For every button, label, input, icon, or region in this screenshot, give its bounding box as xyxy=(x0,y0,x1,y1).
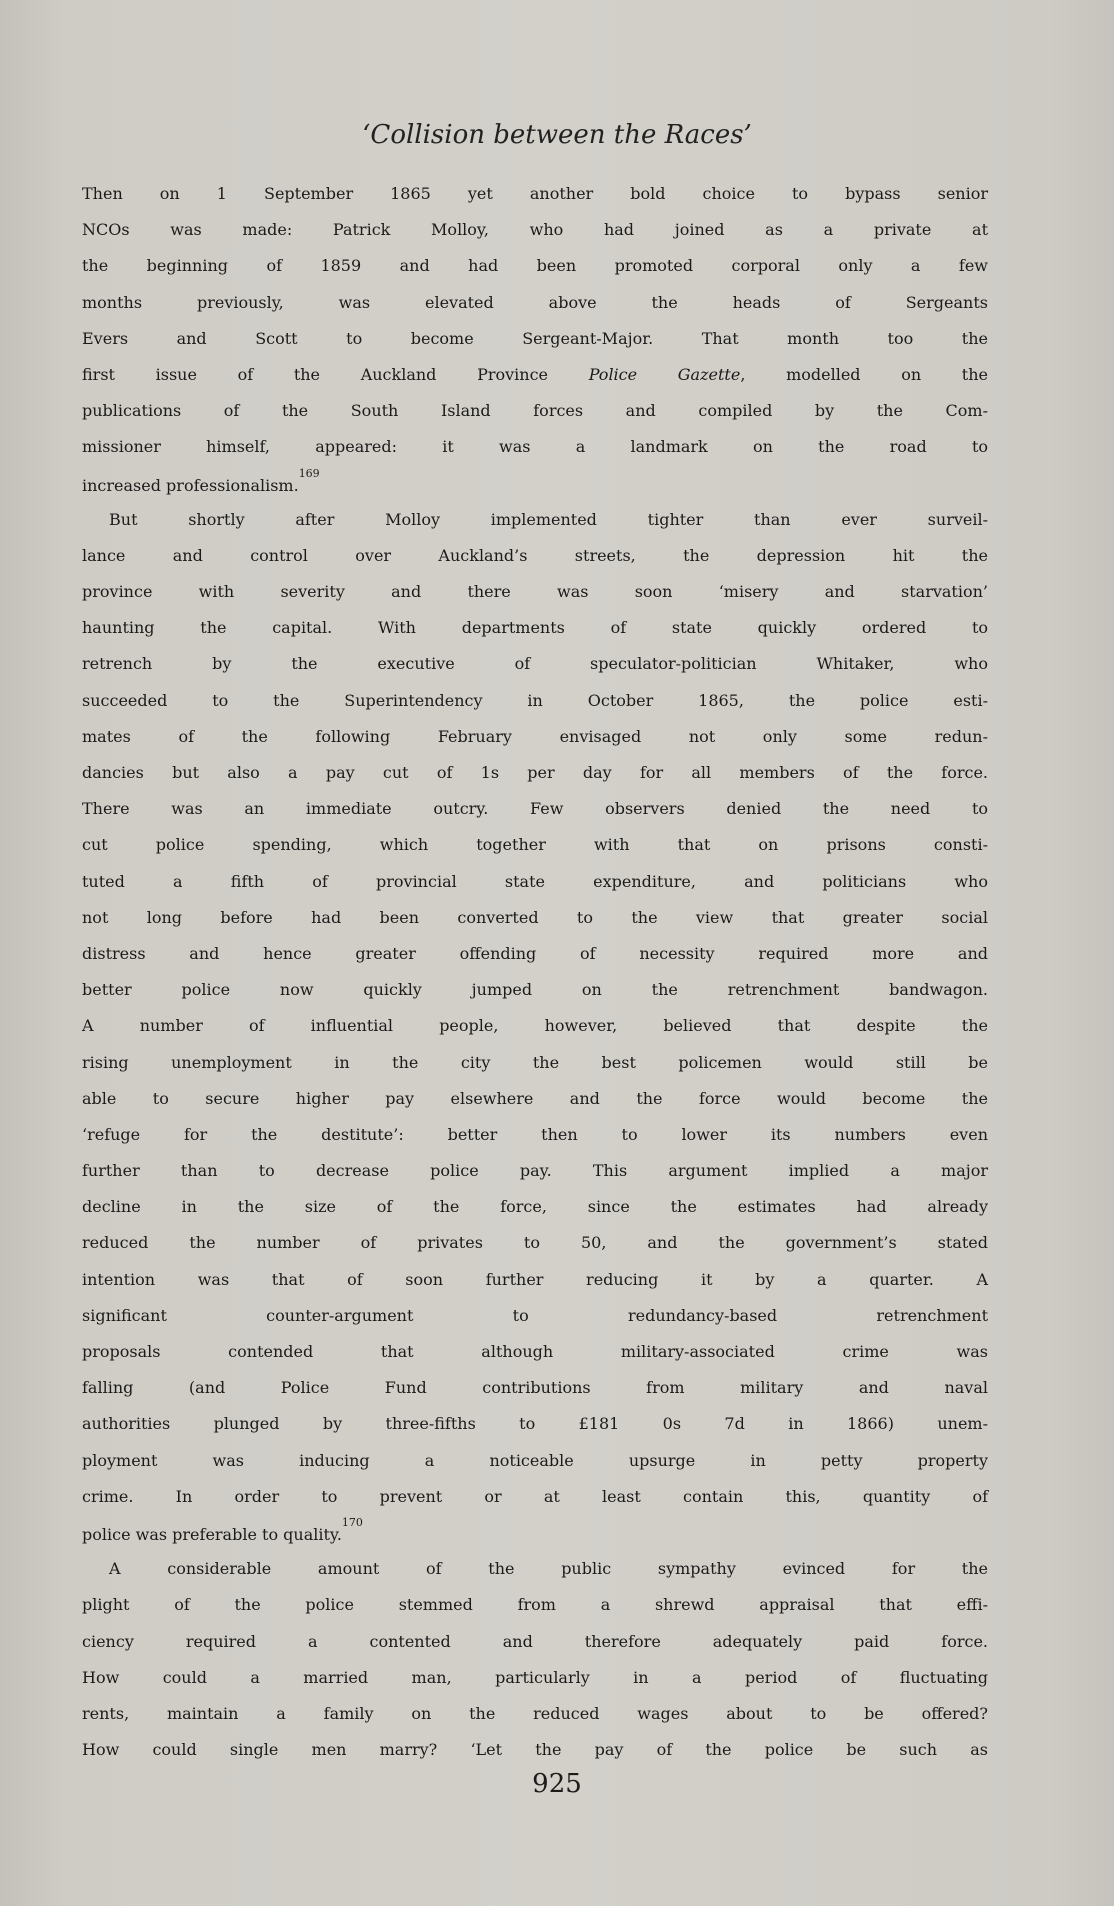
body-text xyxy=(82,184,988,1776)
text-line-with-title xyxy=(82,365,988,401)
text-line: significant counter-argument to redundancy-based retrenchment xyxy=(82,1305,988,1325)
text-line: rents, maintain a family on the reduced wages about to be offered? xyxy=(82,1703,988,1723)
text-line: haunting the capital. With departments of state quickly ordered to xyxy=(82,618,988,638)
text-line: How could a married man, particularly in a period of fluctuating xyxy=(82,1667,988,1687)
text-line: Evers and Scott to become Sergeant-Major. That month too the xyxy=(82,328,988,348)
footnote-marker: 170 xyxy=(341,1515,363,1529)
text-line: retrench by the executive of speculator-politician Whitaker, who xyxy=(82,654,988,674)
text-line: A number of influential people, however, believed that despite the xyxy=(82,1016,988,1036)
text-line: ciency required a contented and therefore adequately paid force. xyxy=(82,1631,988,1651)
text-line: ‘refuge for the destitute’: better then to lower its numbers even xyxy=(82,1124,988,1144)
paragraph-3 xyxy=(82,1559,988,1776)
text-line: reduced the number of privates to 50, and the government’s stated xyxy=(82,1233,988,1253)
text-line: missioner himself, appeared: it was a landmark on the road to xyxy=(82,437,988,457)
text-line: crime. In order to prevent or at least contain this, quantity of xyxy=(82,1486,988,1506)
text-segment: increased professionalism. xyxy=(82,475,299,495)
text-line: succeeded to the Superintendency in October 1865, the police esti- xyxy=(82,690,988,710)
text-line: able to secure higher pay elsewhere and the force would become the xyxy=(82,1088,988,1108)
publication-title: Police Gazette xyxy=(588,364,741,384)
page-number: 925 xyxy=(532,1769,582,1799)
text-line: province with severity and there was soon ‘misery and starvation’ xyxy=(82,582,988,602)
running-head: ‘Collision between the Races’ xyxy=(362,120,752,150)
text-line: not long before had been converted to the view that greater social xyxy=(82,907,988,927)
text-line: rising unemployment in the city the best policemen would still be xyxy=(82,1052,988,1072)
text-line: plight of the police stemmed from a shrewd appraisal that effi- xyxy=(82,1595,988,1615)
paragraph-1 xyxy=(82,184,988,510)
text-line: NCOs was made: Patrick Molloy, who had joined as a private at xyxy=(82,220,988,240)
text-line: lance and control over Auckland’s streets, the depression hit the xyxy=(82,545,988,565)
text-line: distress and hence greater offending of necessity required more and xyxy=(82,943,988,963)
text-line: dancies but also a pay cut of 1s per day for all members of the force. xyxy=(82,763,988,782)
text-line: publications of the South Island forces and compiled by the Com- xyxy=(82,401,988,421)
text-line: falling (and Police Fund contributions from military and naval xyxy=(82,1378,988,1398)
text-segment: first issue of the Auckland Province xyxy=(82,364,589,384)
text-line: ployment was inducing a noticeable upsurge in petty property xyxy=(82,1450,988,1470)
text-line: tuted a fifth of provincial state expenditure, and politicians who xyxy=(82,871,988,891)
text-line: There was an immediate outcry. Few observers denied the need to xyxy=(82,799,988,819)
text-line: proposals contended that although military-associated crime was xyxy=(82,1342,988,1361)
text-line: better police now quickly jumped on the retrenchment bandwagon. xyxy=(82,980,988,1000)
text-segment: police was preferable to quality. xyxy=(82,1524,342,1544)
text-line: mates of the following February envisaged not only some redun- xyxy=(82,726,988,746)
text-line xyxy=(82,466,988,510)
text-line: the beginning of 1859 and had been promoted corporal only a few xyxy=(82,256,988,276)
text-line: authorities plunged by three-fifths to £181 0s 7d in 1866) unem- xyxy=(82,1414,988,1434)
text-line: decline in the size of the force, since the estimates had already xyxy=(82,1197,988,1217)
footnote-marker: 169 xyxy=(298,466,320,480)
text-line: intention was that of soon further reducing it by a quarter. A xyxy=(82,1269,988,1289)
text-segment: , modelled on the xyxy=(740,364,989,384)
text-line: Then on 1 September 1865 yet another bold choice to bypass senior xyxy=(82,184,988,203)
text-line: cut police spending, which together with that on prisons consti- xyxy=(82,835,988,855)
paragraph-2 xyxy=(82,510,988,1559)
text-line: further than to decrease police pay. This argument implied a major xyxy=(82,1161,988,1181)
text-line: But shortly after Molloy implemented tighter than ever surveil- xyxy=(109,509,988,529)
text-line xyxy=(82,1515,988,1559)
text-line: months previously, was elevated above the heads of Sergeants xyxy=(82,292,988,312)
text-line: A considerable amount of the public sympathy evinced for the xyxy=(109,1559,988,1579)
text-line: How could single men marry? ‘Let the pay of the police be such as xyxy=(82,1740,988,1760)
